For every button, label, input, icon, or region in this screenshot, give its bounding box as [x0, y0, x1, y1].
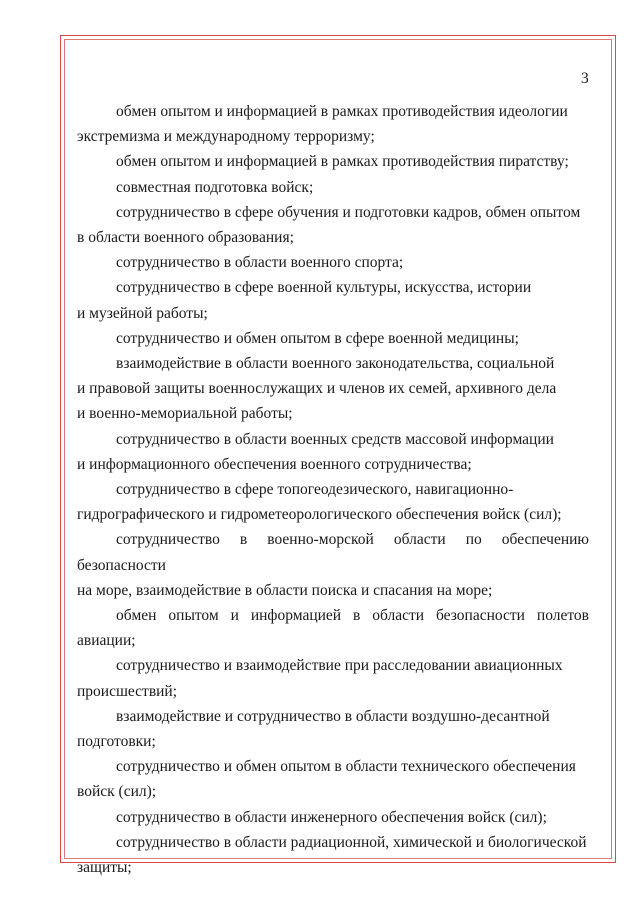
paragraph: сотрудничество в сфере обучения и подготовки кадров, обмен опытом в области военного образования; [77, 203, 581, 247]
paragraph: сотрудничество и обмен опытом в сфере военной медицины; [116, 329, 519, 347]
paragraph: совместная подготовка войск; [116, 178, 314, 196]
paragraph: сотрудничество и взаимодействие при расследовании авиационных происшествий; [77, 657, 563, 700]
paragraph: сотрудничество в сфере топогеодезического, навигационно- гидрографического и гидрометеорологического обеспечения войск (сил); [77, 481, 562, 524]
paragraph: обмен опытом и информацией в рамках противодействия пиратству; [116, 153, 569, 171]
paragraph: сотрудничество в области военного спорта; [116, 254, 404, 272]
paragraph: обмен опытом и информацией в области безопасности полетов авиации; [77, 607, 589, 650]
paragraph: сотрудничество в области радиационной, химической и биологической защиты; [77, 833, 587, 877]
paragraph: сотрудничество в военно-морской области по обеспечению безопасности на море, взаимодействие в области поиска и спасания на море; [77, 531, 589, 599]
paragraph: сотрудничество в области военных средств массовой информации и информационного обеспечения военного сотрудничества; [77, 430, 554, 473]
paragraph: взаимодействие в области военного законодательства, социальной и правовой защиты военнослужащих и членов их семей, архивного дела и военно-мемориальной работы; [77, 355, 557, 423]
paragraph: сотрудничество в области инженерного обеспечения войск (сил); [116, 808, 547, 826]
paragraph: взаимодействие и сотрудничество в области воздушно-десантной подготовки; [77, 707, 550, 751]
paragraph: сотрудничество и обмен опытом в области технического обеспечения войск (сил); [77, 758, 576, 801]
document-body [77, 99, 589, 880]
paragraph: сотрудничество в сфере военной культуры, искусства, истории и музейной работы; [77, 279, 532, 322]
paragraph: обмен опытом и информацией в рамках противодействия идеологии экстремизма и международному терроризму; [77, 103, 568, 146]
page-number: 3 [581, 70, 589, 87]
